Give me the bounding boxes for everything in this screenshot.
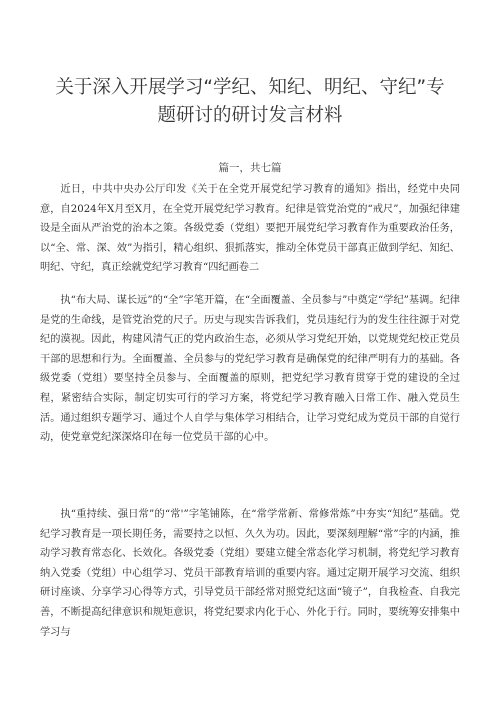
paragraph-1: 近日，中共中央办公厅印发《关于在全党开展党纪学习教育的通知》指出，经党中央同意，自2024年X月至X月，在全党开展党纪学习教育。纪律是管党治党的“戒尺”，加强纪律建设是全面从严治党的治本之策。各级党委（党组）要把开展党纪学习教育作为重要政治任务，以“全、常、深、效”为指引，精心组织、狠抓落实，推动全体党员干部真正做到学纪、知纪、明纪、守纪，真正绘就党纪学习教育“四纪画卷二 [40,184,460,274]
document-subtitle: 篇一，共七篇 [218,162,282,174]
title-line-2: 题研讨的研讨发言材料 [157,105,343,127]
paragraph-3: 执“重持续、强日常”的“常'”字笔铺陈，在“常学常新、常修常炼”中夯实“知纪”基础。党纪学习教育是一项长期任务，需要持之以恒、久久为功。因此，要深刻理解“常”字的内涵，推动学习教育常态化、长效化。各级党委（党组）要建立健全常态化学习机制，将党纪学习教育纳入党委（党组）中心组学习、党员干部教育培训的重要内容。通过定期开展学习交流、组织研讨座谈、分享学习心得等方式，引导党员干部经常对照党纪这面“镜子”，自我检查、自我完善，不断提高纪律意识和规矩意识，将党纪要求内化于心、外化于行。同时，要统筹安排集中学习与 [40,509,460,638]
paragraph-2: 执“布大局、谋长远”的“全”字笔开篇，在“全面覆盖、全员参与”中奠定“学纪”基调。纪律是党的生命线，是管党治党的尺子。历史与现实告诉我们，党员违纪行为的发生往往源于对党纪的漠视。因此，构建风清气正的党内政治生态，必须从学习党纪开始，以党规党纪校正党员干部的思想和行为。全面覆盖、全员参与的党纪学习教育是确保党的纪律严明有力的基础。各级党委（党组）要坚持全员参与、全面覆盖的原则，把党纪学习教育贯穿于党的建设的全过程，紧密结合实际，制定切实可行的学习方案，将党纪学习教育融入日常工作、融入党员生活。通过组织专题学习、通过个人自学与集体学习相结合，让学习党纪成为党员干部的自觉行动，使党章党纪深深烙印在每一位党员干部的心中。 [40,295,460,444]
title-line-1: 关于深入开展学习“学纪、知纪、明纪、守纪”专 [55,77,445,99]
document-title [40,74,460,130]
